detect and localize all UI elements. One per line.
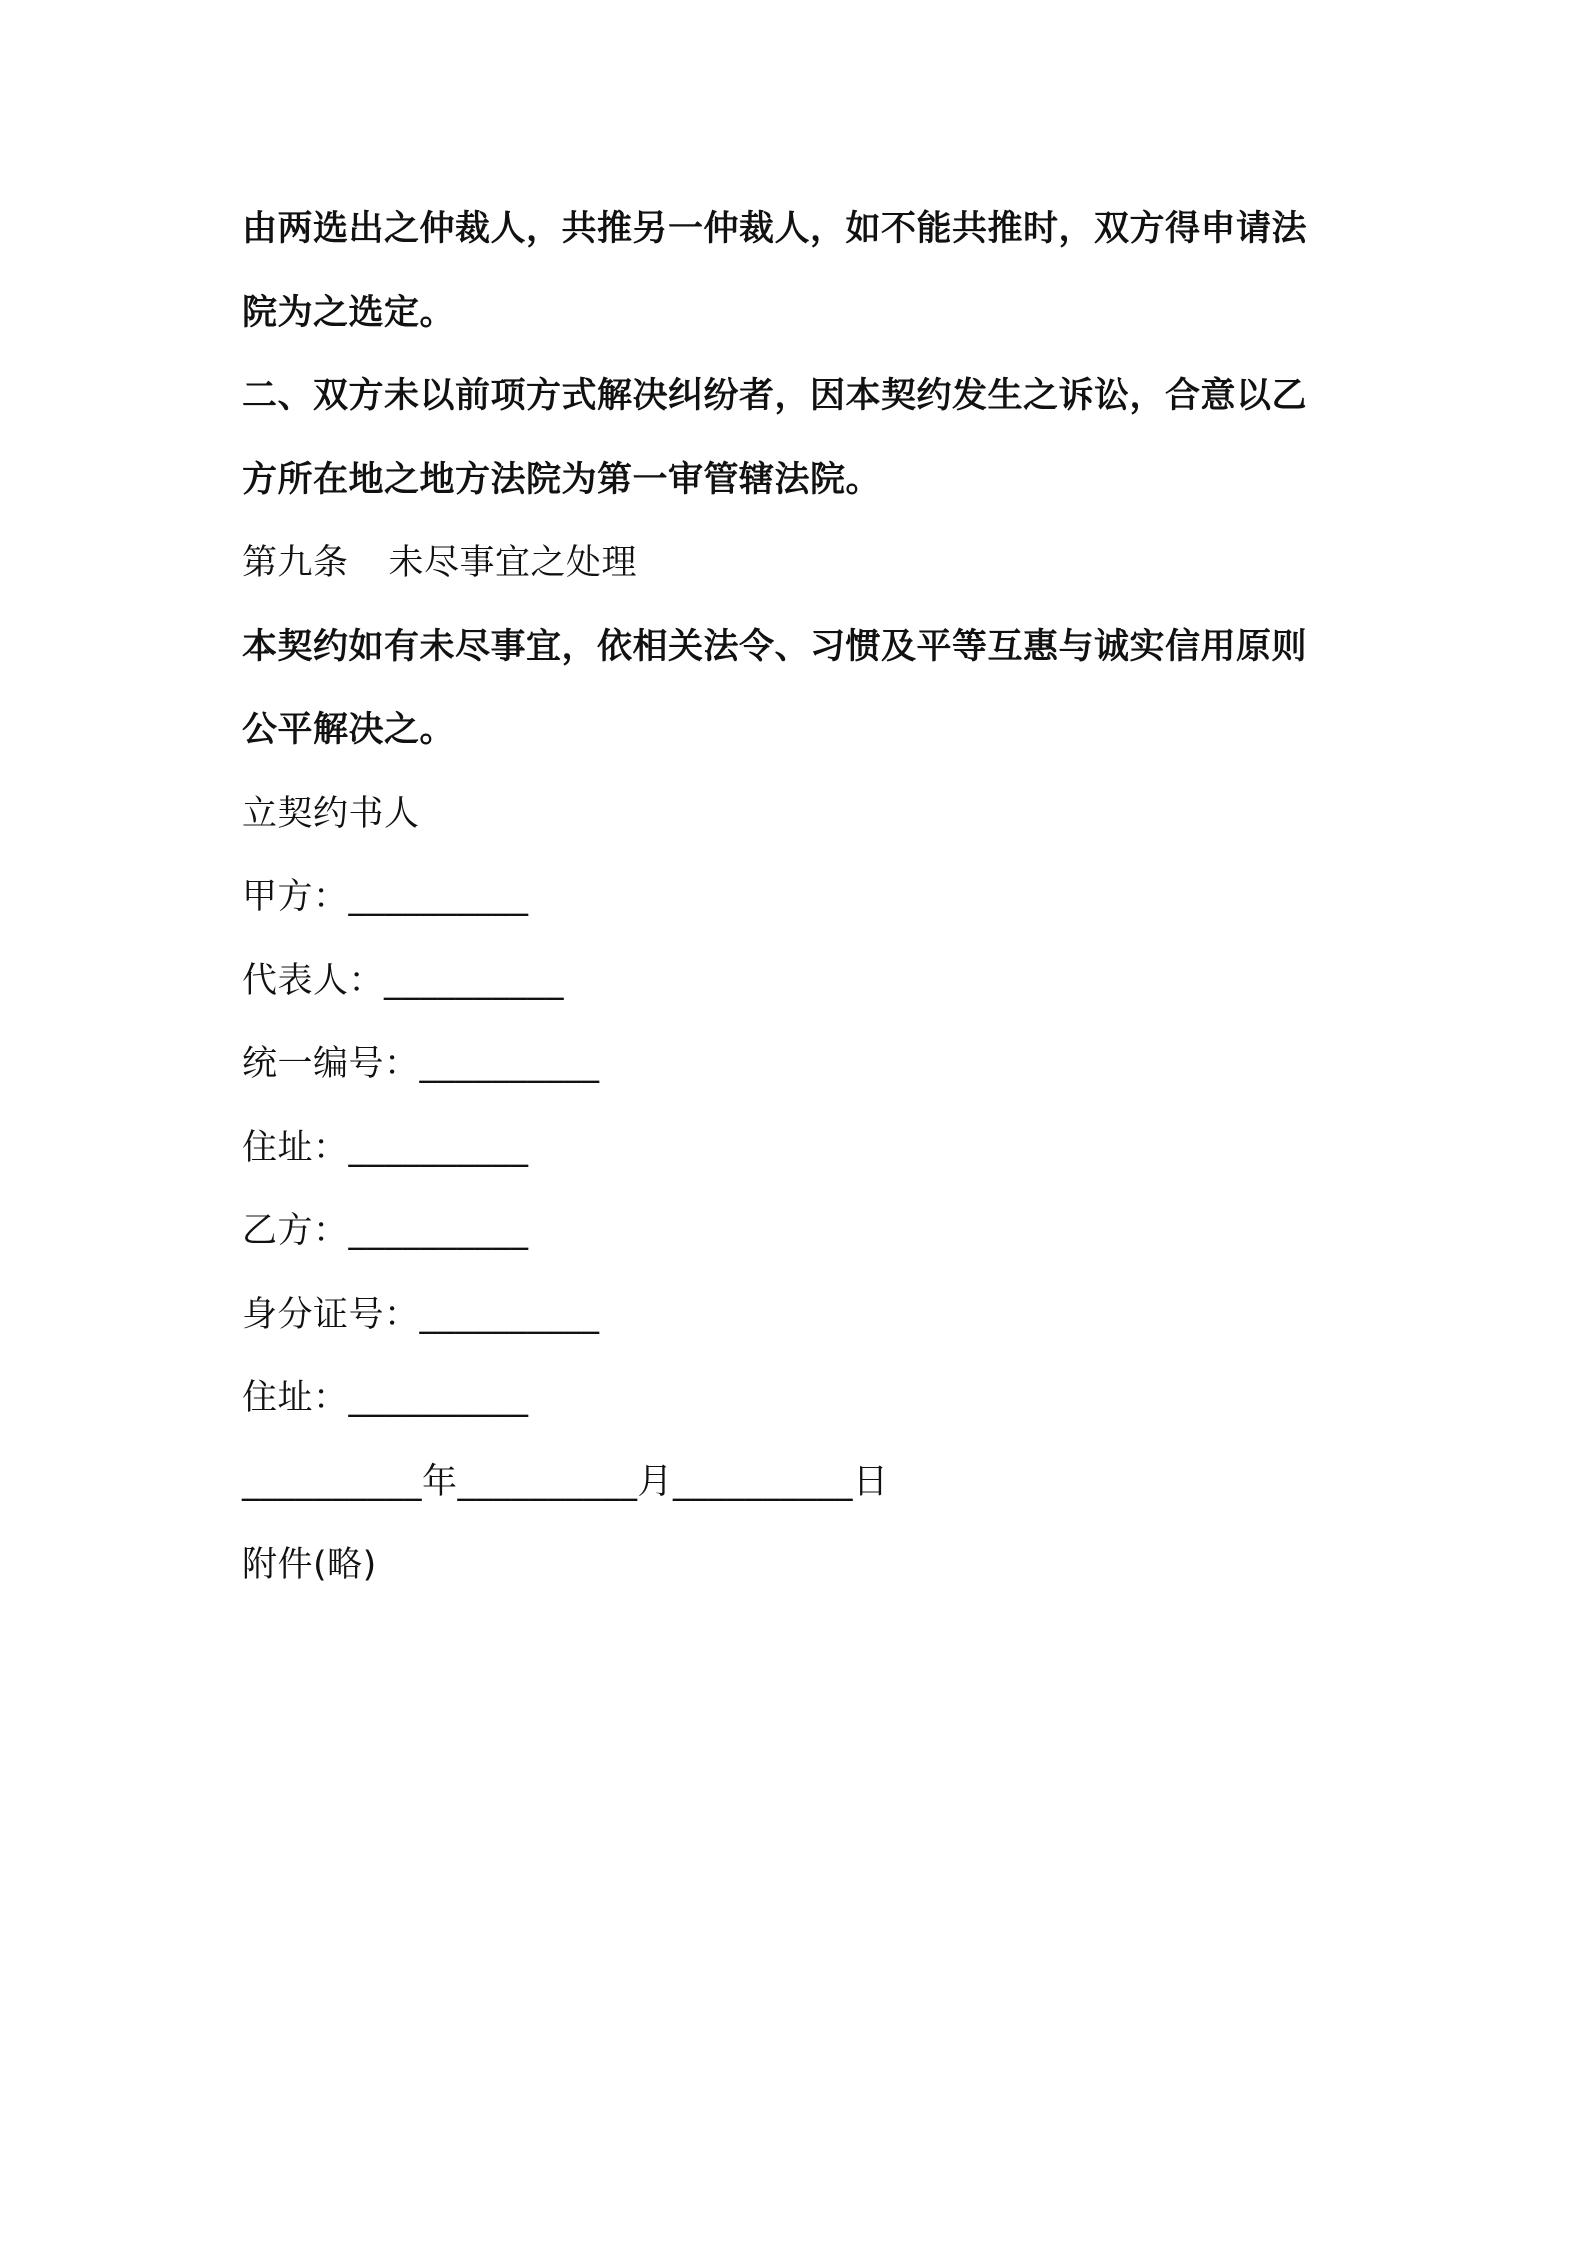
signatories-heading: 立契约书人 xyxy=(242,794,420,834)
litigation-clause-line-2: 方所在地之地方法院为第一审管辖法院。 xyxy=(242,460,882,500)
party-b-id-number-field: 身分证号：__________ xyxy=(242,1295,600,1335)
unresolved-matters-line-1: 本契约如有未尽事宜，依相关法令、习惯及平等互惠与诚实信用原则 xyxy=(242,627,1308,667)
party-a-name-field: 甲方：__________ xyxy=(242,877,529,917)
arbitration-text-line-1: 由两选出之仲裁人，共推另一仲裁人，如不能共推时，双方得申请法 xyxy=(242,209,1308,249)
party-a-unified-number-field: 统一编号：__________ xyxy=(242,1044,600,1084)
unresolved-matters-line-2: 公平解决之。 xyxy=(242,710,456,750)
litigation-clause-line-1: 二、双方未以前项方式解决纠纷者，因本契约发生之诉讼，合意以乙 xyxy=(242,376,1308,416)
party-b-name-field: 乙方：__________ xyxy=(242,1211,529,1251)
party-a-representative-field: 代表人：__________ xyxy=(242,961,565,1001)
arbitration-text-line-2: 院为之选定。 xyxy=(242,293,456,333)
article-title: 未尽事宜之处理 xyxy=(388,543,638,583)
attachment-note: 附件(略) xyxy=(242,1545,377,1585)
signing-date-line: __________年__________月__________日 xyxy=(242,1462,889,1502)
article-nine-heading xyxy=(242,539,1362,587)
article-number: 第九条 xyxy=(242,543,349,583)
party-b-address-field: 住址：__________ xyxy=(242,1378,529,1418)
party-a-address-field: 住址：__________ xyxy=(242,1128,529,1168)
